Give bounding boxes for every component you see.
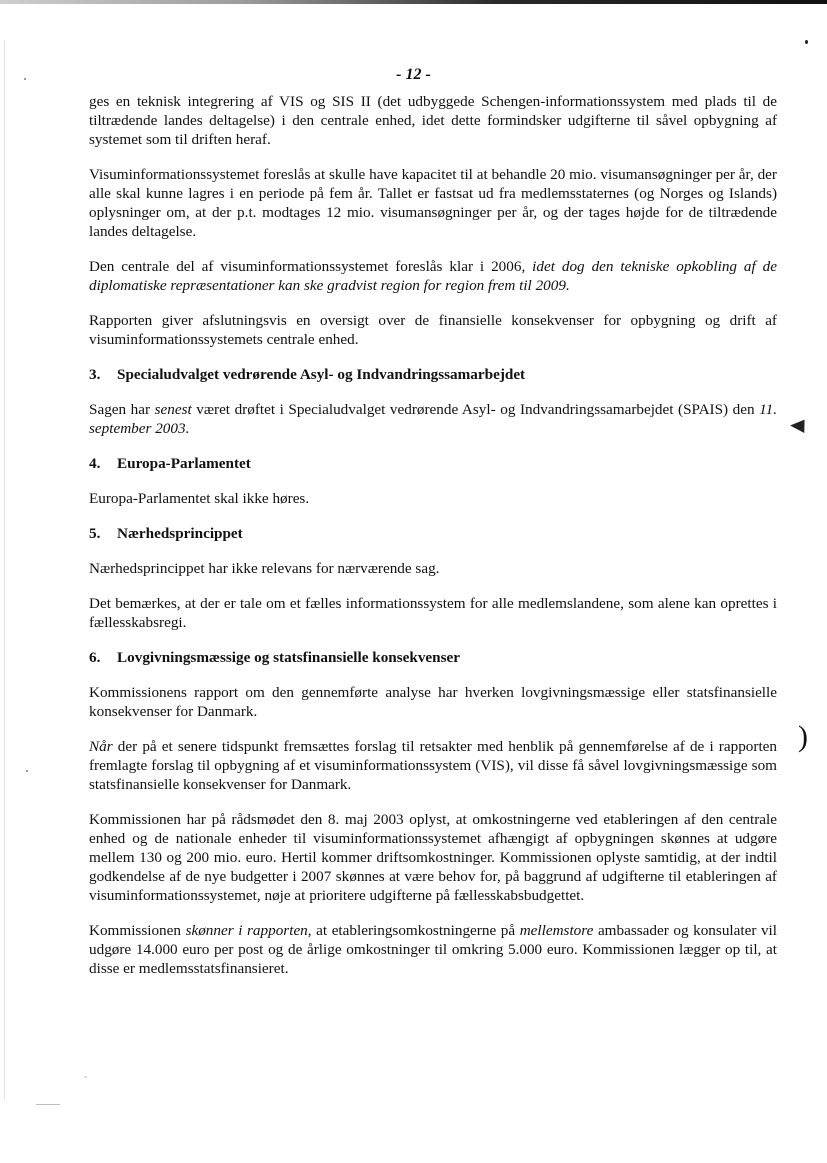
- text-run: Kommissionen har på rådsmødet den 8. maj 2003 oplyst, at omkostningerne ved etableringen af den centrale enhed og de nationale enheder til visuminformationssystemet afhængigt af opbygningen skønnes at udgøre mellem 130 og 200 mio. euro. Hertil kommer driftsomkostninger. Kommissionen oplyste samtidig, at der indtil godkendelse af de nye budgetter i 2007 skønnes at være behov for, på baggrund af udgifterne til etableringen af visuminformationssystemet, nøje at prioritere udgifterne på fællesskabsbudgettet.: [89, 811, 777, 904]
- text-run: Kommissionen: [89, 922, 186, 939]
- text-run: der på et senere tidspunkt fremsættes forslag til retsakter med henblik på gennemførelse af de i rapporten fremlagte forslag til opbygning af et visuminformationssystem (VIS), vil disse få såvel lovgivningsmæssige som statsfinansielle konsekvenser for Danmark.: [89, 738, 777, 793]
- paragraph: [89, 810, 777, 905]
- section-3: [89, 365, 777, 438]
- text-run: Den centrale del af visuminformationssystemet foreslås klar i 2006,: [89, 258, 533, 275]
- section-4: [89, 454, 777, 508]
- scan-speck: [24, 78, 26, 80]
- section-title: Nærhedsprincippet: [117, 525, 243, 542]
- scan-top-edge: [0, 0, 827, 4]
- text-run: Rapporten giver afslutningsvis en oversigt over de finansielle konsekvenser for opbygning og drift af visuminformationssystemets centrale enhed.: [89, 312, 777, 348]
- paragraph: [89, 165, 777, 241]
- paragraph: [89, 921, 777, 978]
- section-heading: [89, 454, 777, 473]
- scan-left-edge: [4, 40, 5, 1100]
- scan-speck: [805, 40, 808, 44]
- italic-text: mellemstore: [519, 922, 594, 939]
- section-heading: [89, 365, 777, 384]
- paragraph: [89, 92, 777, 149]
- text-run: ambassader og konsulater vil udgøre 14.000 euro per post og de årlige omkostninger til omkring 5.000 euro. Kommissionen lægger op til, at disse er medlemsstatsfinansieret.: [89, 922, 777, 977]
- text-run: Europa-Parlamentet skal ikke høres.: [89, 490, 310, 507]
- page-number: - 12 -: [396, 66, 431, 83]
- paragraph: [89, 257, 777, 295]
- scan-speck: ˋ: [84, 1076, 88, 1087]
- text-run: Visuminformationssystemet foreslås at skulle have kapacitet til at behandle 20 mio. visumansøgninger per år, der alle skal kunne lagres i en periode på fem år. Tallet er fastsat ud fra medlemsstaternes (og Norges og Islands) oplysninger om, at der p.t. modtages 12 mio. visumansøgninger per år, og der tages højde for de tiltrædende landes deltagelse.: [89, 166, 777, 240]
- italic-text: 11. september 2003.: [89, 401, 777, 437]
- text-run: Nærhedsprincippet har ikke relevans for nærværende sag.: [89, 560, 440, 577]
- scan-speck: [26, 770, 28, 772]
- document-body: [89, 92, 777, 994]
- section-number: 4.: [89, 455, 101, 472]
- paragraph: [89, 400, 777, 438]
- scan-speck: [36, 1104, 60, 1105]
- section-title: Specialudvalget vedrørende Asyl- og Indvandringssamarbejdet: [117, 366, 526, 383]
- paragraph: [89, 594, 777, 632]
- margin-bracket-mark: ): [798, 720, 808, 753]
- paragraph: [89, 559, 777, 578]
- section-heading: [89, 524, 777, 543]
- section-number: 6.: [89, 649, 101, 666]
- text-run: Sagen har: [89, 401, 155, 418]
- section-6: [89, 648, 777, 978]
- text-run: været drøftet i Specialudvalget vedrørende Asyl- og Indvandringssamarbejdet (SPAIS) den: [191, 401, 760, 418]
- paragraph: [89, 489, 777, 508]
- italic-text: senest: [154, 401, 192, 418]
- paragraph: [89, 737, 777, 794]
- text-run: Det bemærkes, at der er tale om et fælles informationssystem for alle medlemslandene, som alene kan oprettes i fællesskabsregi.: [89, 595, 777, 631]
- italic-text: Når: [89, 738, 113, 755]
- text-run: ges en teknisk integrering af VIS og SIS II (det udbyggede Schengen-informationssystem med plads til de tiltrædende landes deltagelse) i den centrale enhed, idet dette formindsker udgifterne til såvel opbygning af systemet som til driften heraf.: [89, 93, 777, 148]
- section-number: 3.: [89, 366, 101, 383]
- section-title: Lovgivningsmæssige og statsfinansielle konsekvenser: [117, 649, 461, 666]
- paragraph: [89, 683, 777, 721]
- section-title: Europa-Parlamentet: [117, 455, 251, 472]
- italic-text: idet dog den tekniske opkobling af de diplomatiske repræsentationer kan ske gradvist region for region frem til 2009.: [89, 258, 778, 294]
- text-run: Kommissionens rapport om den gennemførte analyse har hverken lovgivningsmæssige eller statsfinansielle konsekvenser for Danmark.: [89, 684, 777, 720]
- text-run: , at etableringsomkostningerne på: [307, 922, 520, 939]
- section-heading: [89, 648, 777, 667]
- margin-arrow-mark: [790, 415, 810, 433]
- intro-paragraphs: [89, 92, 777, 349]
- section-5: [89, 524, 777, 632]
- section-number: 5.: [89, 525, 101, 542]
- italic-text: skønner i rapporten: [185, 922, 308, 939]
- paragraph: [89, 311, 777, 349]
